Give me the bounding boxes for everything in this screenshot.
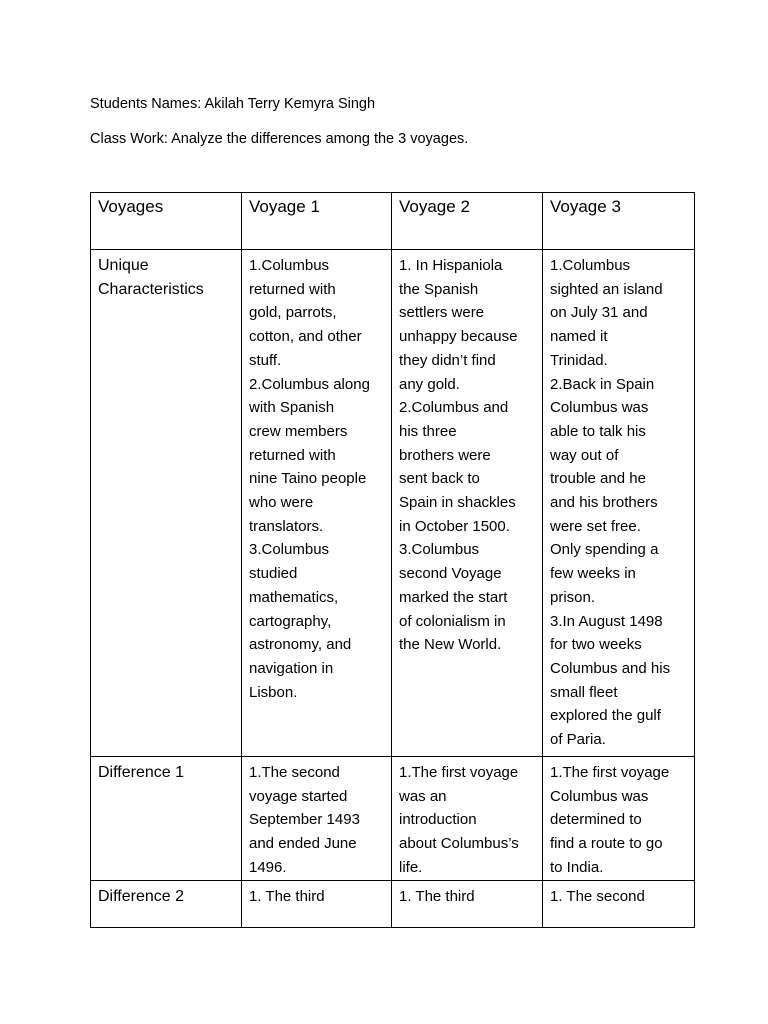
table-cell — [543, 250, 695, 757]
header-label: Voyage 2 — [399, 197, 470, 216]
table-row-difference-2 — [91, 880, 695, 927]
cell-text: 1.The first voyage was an introduction about Columbus’s life. — [399, 764, 519, 876]
header-cell-voyage-1 — [242, 193, 392, 250]
row-label-cell — [91, 880, 242, 927]
table-header-row — [91, 193, 695, 250]
header-cell-voyages — [91, 193, 242, 250]
cell-text: 1. In Hispaniola the Spanish settlers were unhappy because they didn’t find any gold. 2.Columbus and his three brothers were sent back to Spain in shackles in October 1500. 3.Columbus second Voyage marked the start of colonialism in the New World. — [399, 257, 518, 654]
row-label-cell — [91, 250, 242, 757]
header-label: Voyage 3 — [550, 197, 621, 216]
row-label-cell — [91, 757, 242, 881]
table-cell — [543, 757, 695, 881]
table-row-difference-1 — [91, 757, 695, 881]
cell-text: 1.Columbus returned with gold, parrots, cotton, and other stuff. 2.Columbus along with Spanish crew members returned with nine Taino people who were translators. 3.Columbus studied mathematics, cartography, astronomy, and navigation in Lisbon. — [249, 257, 370, 701]
cell-text: 1.The second voyage started September 1493 and ended June 1496. — [249, 764, 360, 876]
table-cell — [543, 880, 695, 927]
header-cell-voyage-3 — [543, 193, 695, 250]
table-cell — [242, 757, 392, 881]
students-names-line: Students Names: Akilah Terry Kemyra Singh — [90, 96, 376, 112]
voyages-comparison-table — [90, 192, 695, 928]
table-cell — [242, 250, 392, 757]
row-label: Difference 2 — [98, 887, 184, 905]
cell-text: 1. The third — [399, 887, 475, 905]
header-cell-voyage-2 — [392, 193, 543, 250]
table-cell — [242, 880, 392, 927]
table-cell — [392, 757, 543, 881]
row-label: Unique Characteristics — [98, 257, 204, 298]
table-row-unique-characteristics — [91, 250, 695, 757]
table-cell — [392, 250, 543, 757]
header-label: Voyages — [98, 197, 164, 216]
cell-text: 1. The second — [550, 887, 645, 905]
table-cell — [392, 880, 543, 927]
header-label: Voyage 1 — [249, 197, 320, 216]
class-work-line: Class Work: Analyze the differences among the 3 voyages. — [90, 131, 469, 147]
row-label: Difference 1 — [98, 764, 184, 781]
cell-text: 1.The first voyage Columbus was determined to find a route to go to India. — [550, 764, 670, 876]
cell-text: 1. The third — [249, 887, 325, 905]
cell-text: 1.Columbus sighted an island on July 31 and named it Trinidad. 2.Back in Spain Columbus was able to talk his way out of trouble and he and his brothers were set free. Only spending a few weeks in prison. 3.In August 1498 for two weeks Columbus and his small fleet explored the gulf of Paria. — [550, 257, 671, 749]
